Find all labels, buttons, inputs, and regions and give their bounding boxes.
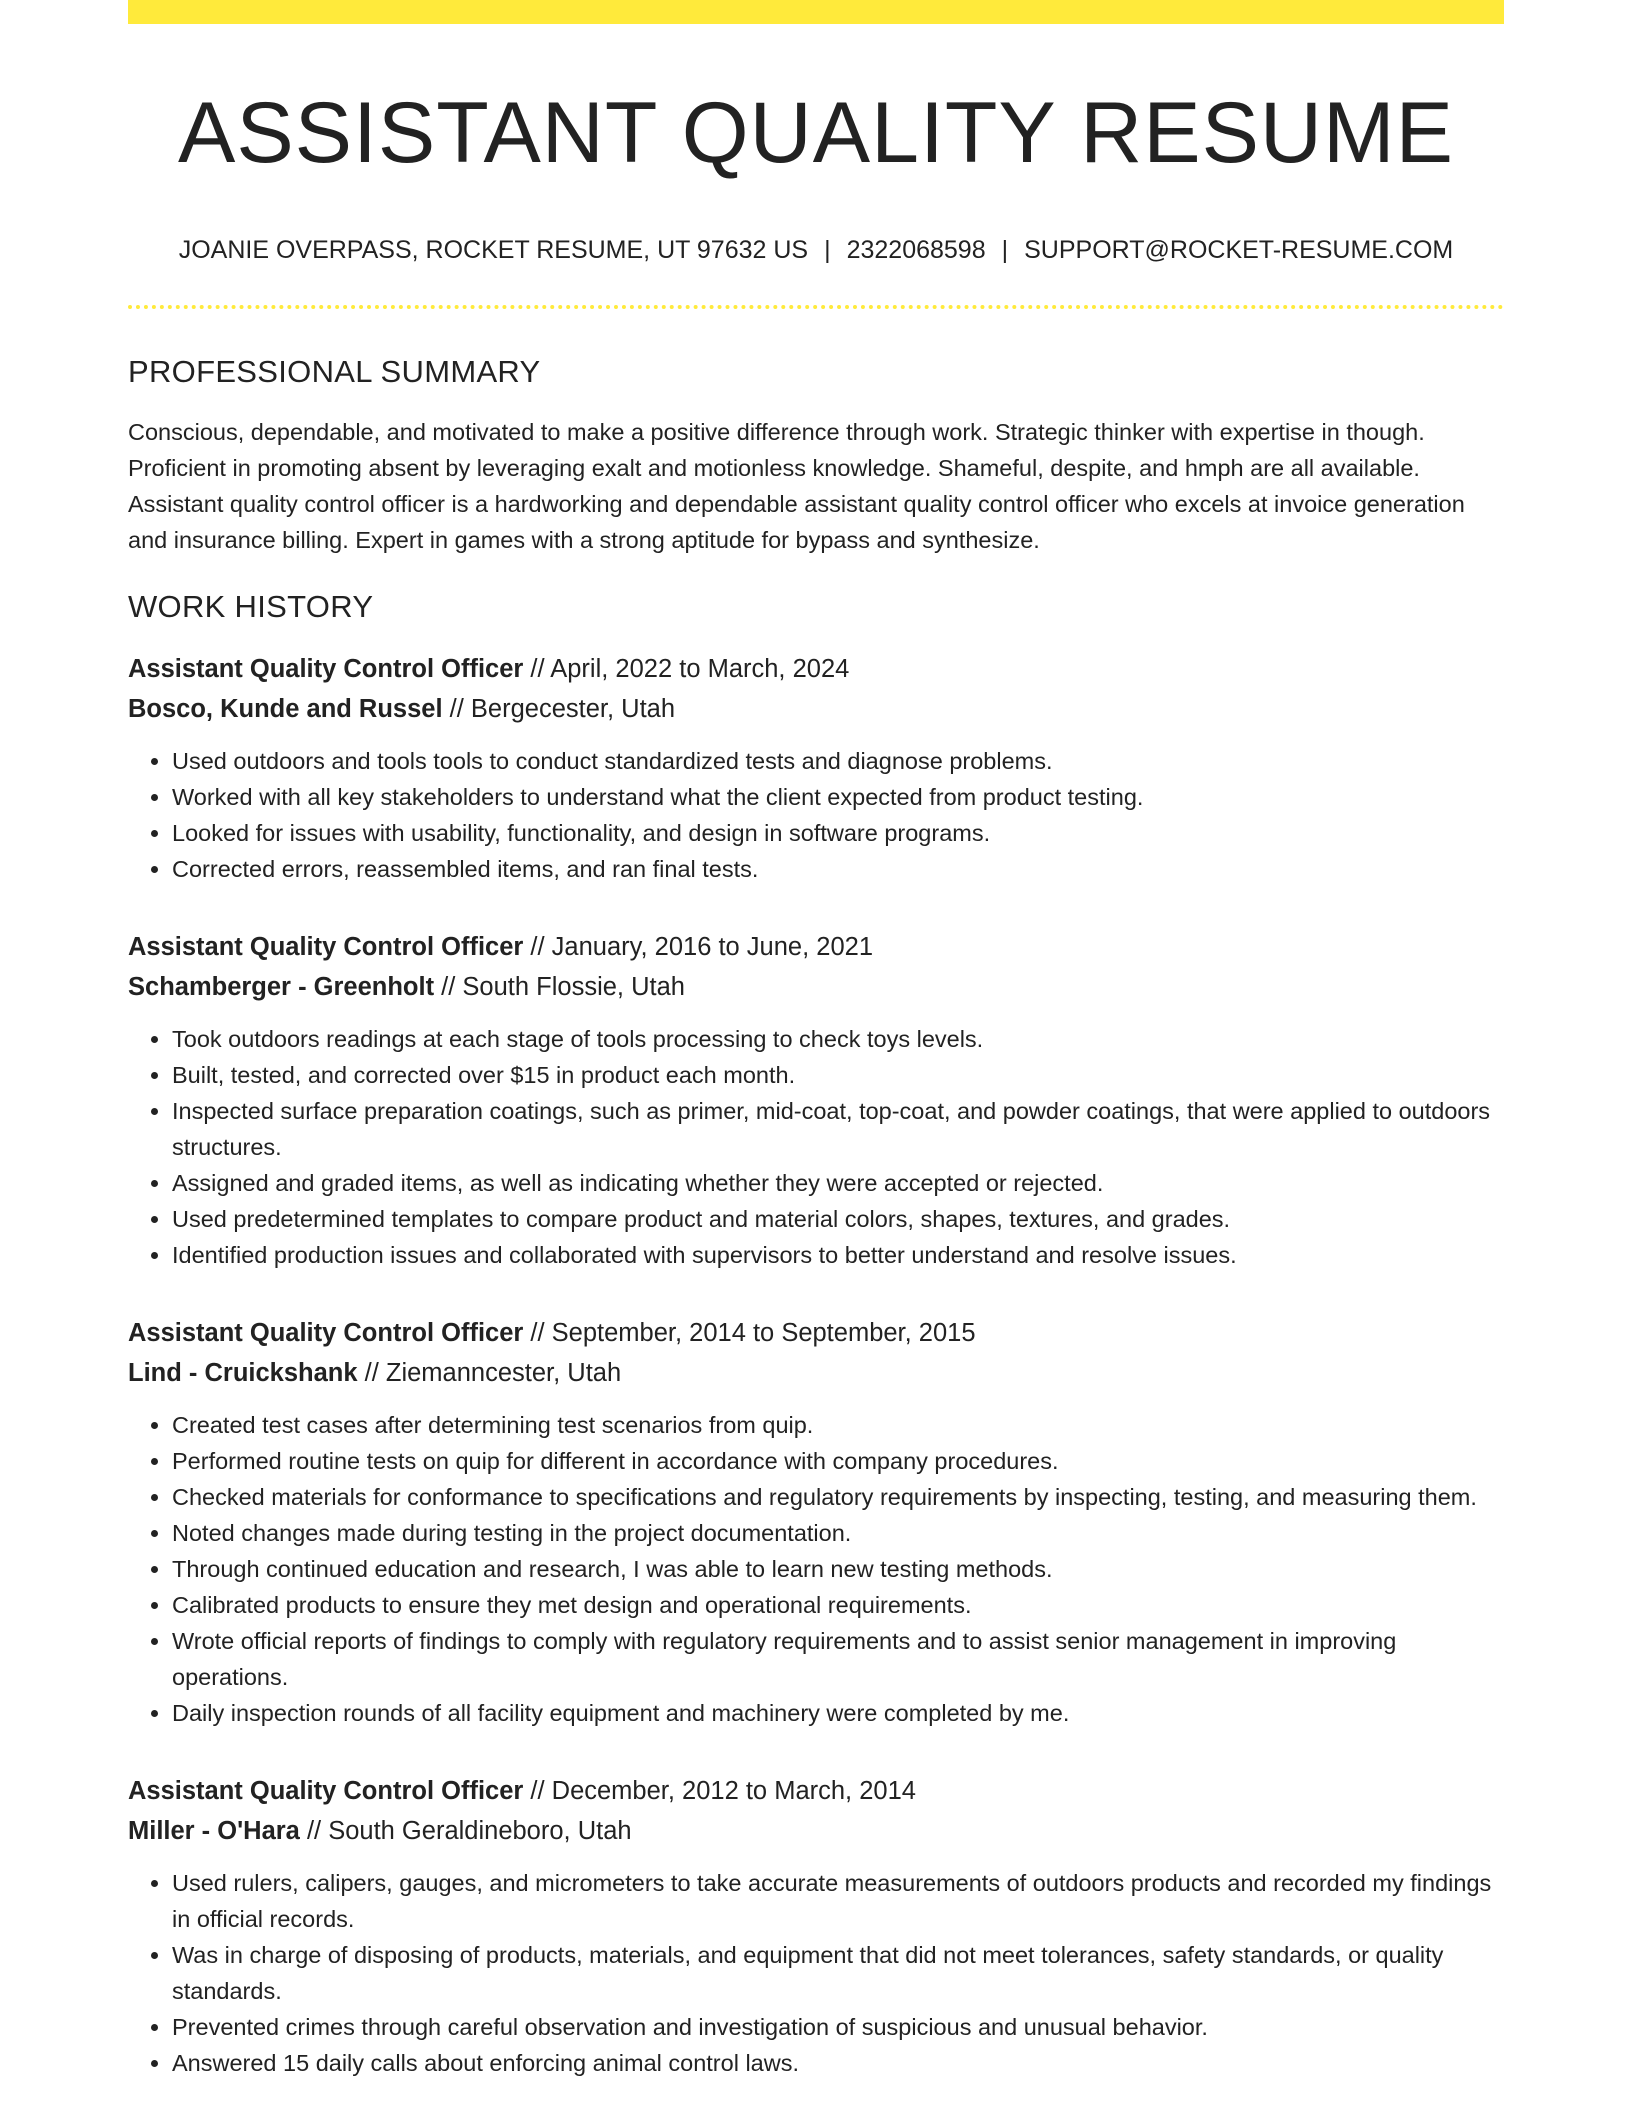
job-dates: // April, 2022 to March, 2024 <box>523 655 850 684</box>
section-heading-summary: PROFESSIONAL SUMMARY <box>128 353 541 389</box>
job-location: // South Geraldineboro, Utah <box>299 1817 632 1846</box>
job-entry <box>128 649 1504 887</box>
job-company: Lind - Cruickshank <box>128 1359 358 1388</box>
job-bullet: • Assigned and graded items, as well as indicating whether they were accepted or rejected. <box>172 1165 1504 1201</box>
job-title: Assistant Quality Control Officer <box>128 933 524 962</box>
job-company: Miller - O'Hara <box>128 1817 300 1846</box>
accent-top-bar <box>128 0 1504 24</box>
resume-page <box>128 0 1504 2081</box>
job-title-line <box>128 1313 1504 1353</box>
job-bullet: • Worked with all key stakeholders to understand what the client expected from product testing. <box>172 779 1504 815</box>
job-title-line <box>128 927 1504 967</box>
job-title: Assistant Quality Control Officer <box>128 655 524 684</box>
job-company-line <box>128 689 1504 729</box>
job-bullet: • Through continued education and research, I was able to learn new testing methods. <box>172 1551 1504 1587</box>
dotted-divider <box>128 305 1504 309</box>
job-title-line <box>128 1771 1504 1811</box>
section-heading-work-history: WORK HISTORY <box>128 589 374 625</box>
job-bullet: • Took outdoors readings at each stage of tools processing to check toys levels. <box>172 1021 1504 1057</box>
job-dates: // September, 2014 to September, 2015 <box>523 1319 976 1348</box>
contact-separator: | <box>824 235 831 264</box>
contact-separator: | <box>1001 235 1009 264</box>
summary-text: Conscious, dependable, and motivated to make a positive difference through work. Strategic thinker with expertise in though. Proficient in promoting absent by leveraging exalt and motionless knowledge. Shameful, despite, and hmph are all available. Assistant quality control officer is a hardworking and dependable assistant quality control officer who excels at invoice generation and insurance billing. Expert in games with a strong aptitude for bypass and synthesize. <box>128 419 1465 554</box>
job-bullet: • Daily inspection rounds of all facility equipment and machinery were completed by me. <box>172 1695 1504 1731</box>
job-bullet: • Was in charge of disposing of products, materials, and equipment that did not meet tolerances, safety standards, or quality standards. <box>172 1937 1504 2009</box>
job-entry <box>128 1313 1504 1731</box>
job-bullet: • Used predetermined templates to compare product and material colors, shapes, textures, and grades. <box>172 1201 1504 1237</box>
job-bullet: • Corrected errors, reassembled items, and ran final tests. <box>172 851 1504 887</box>
contact-address: JOANIE OVERPASS, ROCKET RESUME, UT 97632 US <box>178 235 809 264</box>
job-location: // South Flossie, Utah <box>434 973 685 1002</box>
job-entry <box>128 927 1504 1273</box>
job-bullets <box>128 1865 1504 2081</box>
work-history-list <box>128 649 1504 2081</box>
job-entry <box>128 1771 1504 2081</box>
job-title: Assistant Quality Control Officer <box>128 1319 524 1348</box>
job-bullet: • Prevented crimes through careful observation and investigation of suspicious and unusual behavior. <box>172 2009 1504 2045</box>
contact-email: SUPPORT@ROCKET-RESUME.COM <box>1024 235 1454 264</box>
job-bullet: • Used rulers, calipers, gauges, and micrometers to take accurate measurements of outdoors products and recorded my findings in official records. <box>172 1865 1504 1937</box>
job-bullet: • Built, tested, and corrected over $15 in product each month. <box>172 1057 1504 1093</box>
contact-phone: 2322068598 <box>846 235 986 264</box>
job-location: // Bergecester, Utah <box>442 695 676 724</box>
resume-title: ASSISTANT QUALITY RESUME <box>177 85 1455 181</box>
job-bullet: • Inspected surface preparation coatings, such as primer, mid-coat, top-coat, and powder coatings, that were applied to outdoors structures. <box>172 1093 1504 1165</box>
job-title: Assistant Quality Control Officer <box>128 1777 524 1806</box>
job-bullet: • Identified production issues and collaborated with supervisors to better understand and resolve issues. <box>172 1237 1504 1273</box>
job-company-line <box>128 1811 1504 1851</box>
job-location: // Ziemanncester, Utah <box>357 1359 622 1388</box>
job-company: Bosco, Kunde and Russel <box>128 695 443 724</box>
job-company-line <box>128 967 1504 1007</box>
job-bullets <box>128 743 1504 887</box>
job-bullet: • Checked materials for conformance to specifications and regulatory requirements by inspecting, testing, and measuring them. <box>172 1479 1504 1515</box>
contact-line <box>128 235 1504 265</box>
job-bullet: • Created test cases after determining test scenarios from quip. <box>172 1407 1504 1443</box>
job-bullet: • Answered 15 daily calls about enforcing animal control laws. <box>172 2045 1504 2081</box>
job-bullet: • Used outdoors and tools tools to conduct standardized tests and diagnose problems. <box>172 743 1504 779</box>
job-dates: // December, 2012 to March, 2014 <box>523 1777 916 1806</box>
job-title-line <box>128 649 1504 689</box>
job-bullet: • Performed routine tests on quip for different in accordance with company procedures. <box>172 1443 1504 1479</box>
job-bullet: • Calibrated products to ensure they met design and operational requirements. <box>172 1587 1504 1623</box>
job-bullet: • Wrote official reports of findings to comply with regulatory requirements and to assist senior management in improving operations. <box>172 1623 1504 1695</box>
job-dates: // January, 2016 to June, 2021 <box>523 933 874 962</box>
job-bullets <box>128 1021 1504 1273</box>
job-bullet: • Looked for issues with usability, functionality, and design in software programs. <box>172 815 1504 851</box>
job-company-line <box>128 1353 1504 1393</box>
job-bullets <box>128 1407 1504 1731</box>
job-company: Schamberger - Greenholt <box>128 973 435 1002</box>
job-bullet: • Noted changes made during testing in the project documentation. <box>172 1515 1504 1551</box>
